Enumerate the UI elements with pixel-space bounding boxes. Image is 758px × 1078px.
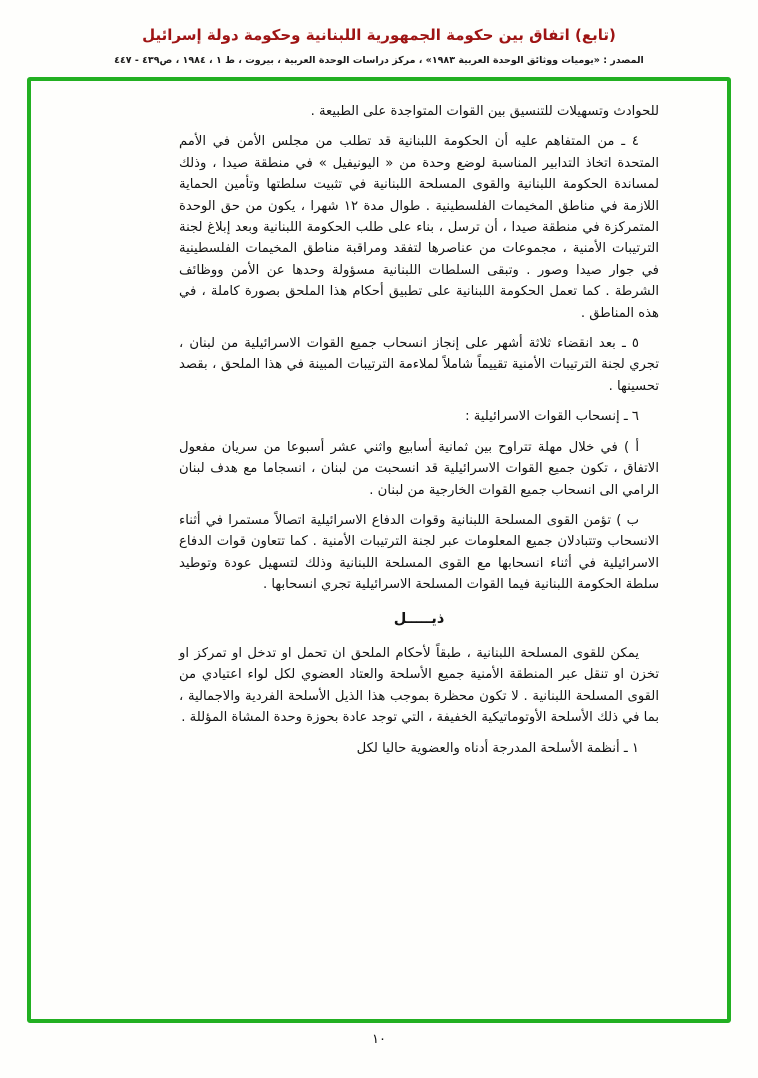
source-citation-line: المصدر : «يوميات ووثائق الوحدة العربية ١٩٨٣» ، مركز دراسات الوحدة العربية ، بيروت ، ط ١ ، ١٩٨٤ ، ص٤٣٩ - ٤٤٧ xyxy=(114,55,644,66)
document-title: (تابع) اتفاق بين حكومة الجمهورية اللبنانية وحكومة دولة إسرائيل xyxy=(142,26,616,44)
document-header xyxy=(0,0,758,66)
paragraph: ٤ ـ من المتفاهم عليه أن الحكومة اللبنانية قد تطلب من مجلس الأمن في الأمم المتحدة اتخاذ التدابير المناسبة لوضع وحدة من « اليونيفيل » في منطقة صيدا ، وذلك لمساندة الحكومة اللبنانية والقوى المسلحة اللبنانية في تثبيت سلطتها وتأمين الحماية اللازمة في مناطق المخيمات الفلسطينية . طوال مدة ١٢ شهرا ، يكون من حق الوحدة المتمركزة في منطقة صيدا ، أن ترسل ، بناء على طلب الحكومة اللبنانية وبعد إبلاغ لجنة الترتيبات الأمنية ، مجموعات من عناصرها لتفقد ومراقبة مناطق المخيمات الفلسطينية في جوار صيدا وصور . وتبقى السلطات اللبنانية مسؤولة وحدها عن الأمن ووظائف الشرطة . كما تعمل الحكومة اللبنانية على تطبيق أحكام هذا الملحق بصورة كاملة ، في هذه المناطق . xyxy=(179,134,659,321)
section-heading: ذيـــــل xyxy=(393,610,445,627)
paragraph: ب ) تؤمن القوى المسلحة اللبنانية وقوات الدفاع الاسرائيلية اتصالاً مستمرا في أثناء الانسحاب وتتبادلان جميع المعلومات عبر لجنة الترتيبات الأمنية . كما تتعاون قوات الدفاع الاسرائيلية في أثناء انسحابها مع القوى المسلحة اللبنانية وذلك لتسهيل عودة وتوطيد سلطة الحكومة اللبنانية فيما القوات المسلحة الاسرائيلية تجري انسحابها . xyxy=(179,512,659,593)
paragraph: ١ ـ أنظمة الأسلحة المدرجة أدناه والعضوية حاليا لكل xyxy=(356,740,639,756)
content-frame xyxy=(27,77,731,1023)
page-number: ١٠ xyxy=(372,1032,386,1047)
paragraph: يمكن للقوى المسلحة اللبنانية ، طبقاً لأحكام الملحق ان تحمل او تدخل او تمركز او تخزن او تنقل عبر المنطقة الأمنية جميع الأسلحة والعتاد العضوي لكل لواء اعتيادي من القوى المسلحة اللبنانية . لا تكون محظرة بموجب هذا الذيل الأسلحة الفردية والاجمالية ، بما في ذلك الأسلحة الأوتوماتيكية الخفيفة ، التي توجد عادة بحوزة وحدة المشاة المؤللة . xyxy=(179,645,659,726)
paragraph: أ ) في خلال مهلة تتراوح بين ثمانية أسابيع واثني عشر أسبوعا من سريان مفعول الاتفاق ، تكون جميع القوات الاسرائيلية قد انسحبت من لبنان ، انسجاما مع هدف لبنان الرامي الى انسحاب جميع القوات الخارجية من لبنان . xyxy=(179,439,659,498)
paragraph: للحوادث وتسهيلات للتنسيق بين القوات المتواجدة على الطبيعة . xyxy=(310,104,659,119)
text-column xyxy=(31,81,727,759)
paragraph: ٦ ـ إنسحاب القوات الاسرائيلية : xyxy=(465,409,639,425)
paragraph: ٥ ـ بعد انقضاء ثلاثة أشهر على إنجاز انسحاب جميع القوات الاسرائيلية من لبنان ، تجري لجنة الترتيبات الأمنية تقييماً شاملاً لملاءمة الترتيبات المبينة في هذا الملحق ، بقصد تحسينها . xyxy=(179,336,659,394)
